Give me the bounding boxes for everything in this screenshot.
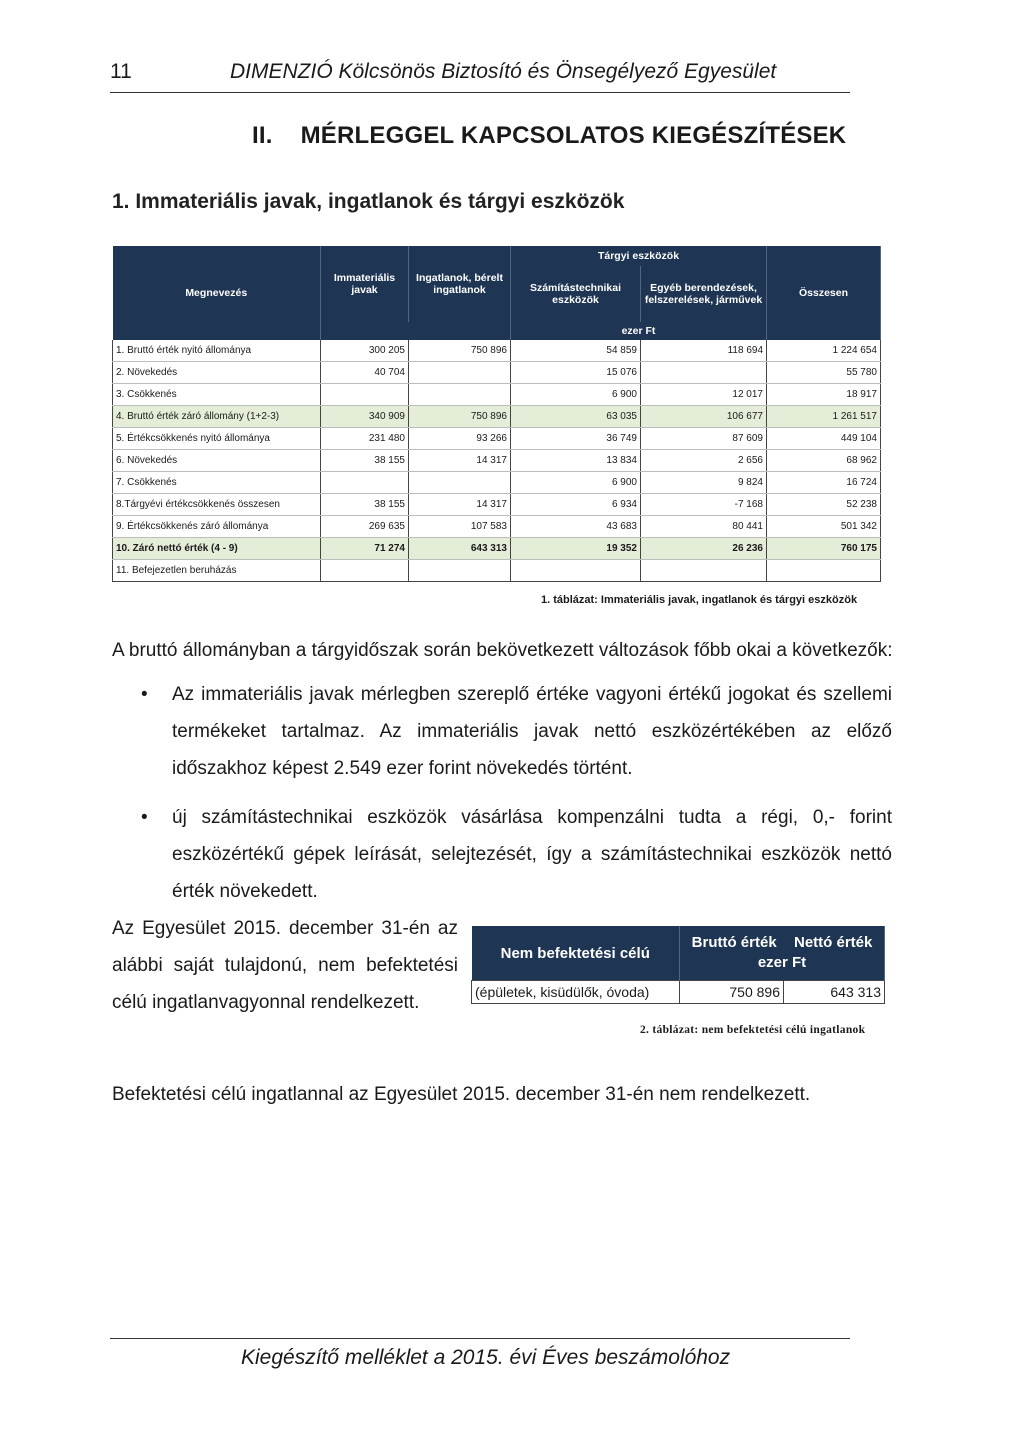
header-property: Ingatlanok, bérelt ingatlanok bbox=[409, 246, 511, 322]
header-total: Összesen bbox=[767, 246, 881, 340]
table-row: 6. Növekedés 38 155 14 317 13 834 2 656 68 962 bbox=[113, 450, 881, 472]
assets-table bbox=[112, 246, 881, 582]
header-net: Nettó érték bbox=[793, 934, 873, 951]
header-intangible: Immateriális javak bbox=[321, 246, 409, 322]
side-paragraph: Az Egyesület 2015. december 31-én az alábbi saját tulajdonú, nem befektetési célú ingatlanvagyonnal rendelkezett. bbox=[112, 918, 458, 1013]
page-number: 11 bbox=[110, 60, 132, 83]
table-row: 9. Értékcsökkenés záró állománya 269 635 107 583 43 683 80 441 501 342 bbox=[113, 516, 881, 538]
table2-caption: 2. táblázat: nem befektetési célú ingatlanok bbox=[640, 1024, 866, 1036]
table-row: 2. Növekedés 40 704 15 076 55 780 bbox=[113, 362, 881, 384]
header-it: Számítástechnikai eszközök bbox=[511, 266, 641, 322]
bullet-item: • új számítástechnikai eszközök vásárlása kompenzálni tudta a régi, 0,- forint eszközértékű gépek leírását, selejtezését, így a számítástechnikai eszközök nettó érték növekedett. bbox=[112, 799, 892, 910]
running-title: DIMENZIÓ Kölcsönös Biztosító és Önsegélyező Egyesület bbox=[230, 60, 777, 83]
header-values bbox=[680, 926, 885, 981]
section-title-text: MÉRLEGGEL KAPCSOLATOS KIEGÉSZÍTÉSEK bbox=[300, 122, 847, 149]
table1-caption: 1. táblázat: Immateriális javak, ingatlanok és tárgyi eszközök bbox=[541, 594, 858, 606]
subsection-title: 1. Immateriális javak, ingatlanok és tárgyi eszközök bbox=[112, 190, 625, 213]
section-title bbox=[252, 122, 846, 150]
section-roman: II. bbox=[252, 122, 273, 149]
table-row: 5. Értékcsökkenés nyitó állománya 231 480 93 266 36 749 87 609 449 104 bbox=[113, 428, 881, 450]
header-unit: ezer Ft bbox=[511, 322, 767, 340]
table-row: 8.Tárgyévi értékcsökkenés összesen 38 155 14 317 6 934 -7 168 52 238 bbox=[113, 494, 881, 516]
bullet-item: • Az immateriális javak mérlegben szereplő értéke vagyoni értékű jogokat és szellemi termékeket tartalmaz. Az immateriális javak nettó eszközértékében az előző időszakhoz képest 2.549 ezer forint növekedés történt. bbox=[112, 676, 892, 787]
lead-paragraph: A bruttó állományban a tárgyidőszak során bekövetkezett változások főbb okai a következők: bbox=[112, 640, 893, 661]
header-unit: ezer Ft bbox=[757, 954, 807, 971]
table-row: 7. Csökkenés 6 900 9 824 16 724 bbox=[113, 472, 881, 494]
header-tangible-group: Tárgyi eszközök bbox=[511, 246, 767, 266]
header-gross: Bruttó érték bbox=[691, 934, 777, 951]
footer-rule bbox=[110, 1338, 850, 1339]
final-paragraph: Befektetési célú ingatlannal az Egyesület 2015. december 31-én nem rendelkezett. bbox=[112, 1084, 811, 1105]
bullet-list bbox=[112, 676, 892, 922]
header-non-investment: Nem befektetési célú bbox=[472, 926, 680, 981]
table-row: 10. Záró nettó érték (4 - 9) 71 274 643 313 19 352 26 236 760 175 bbox=[113, 538, 881, 560]
footer-text: Kiegészítő melléklet a 2015. évi Éves beszámolóhoz bbox=[241, 1346, 731, 1369]
header-name: Megnevezés bbox=[113, 246, 321, 340]
table-row: 1. Bruttó érték nyitó állománya 300 205 750 896 54 859 118 694 1 224 654 bbox=[113, 340, 881, 362]
table-row: 11. Befejezetlen beruházás bbox=[113, 560, 881, 582]
table-row: 3. Csökkenés 6 900 12 017 18 917 bbox=[113, 384, 881, 406]
table-row: 4. Bruttó érték záró állomány (1+2-3) 340 909 750 896 63 035 106 677 1 261 517 bbox=[113, 406, 881, 428]
header-other: Egyéb berendezések, felszerelések, járművek bbox=[641, 266, 767, 322]
table-row: (épületek, kisüdülők, óvoda) 750 896 643 313 bbox=[472, 981, 885, 1004]
property-table bbox=[471, 926, 885, 1004]
page-header bbox=[110, 58, 850, 93]
